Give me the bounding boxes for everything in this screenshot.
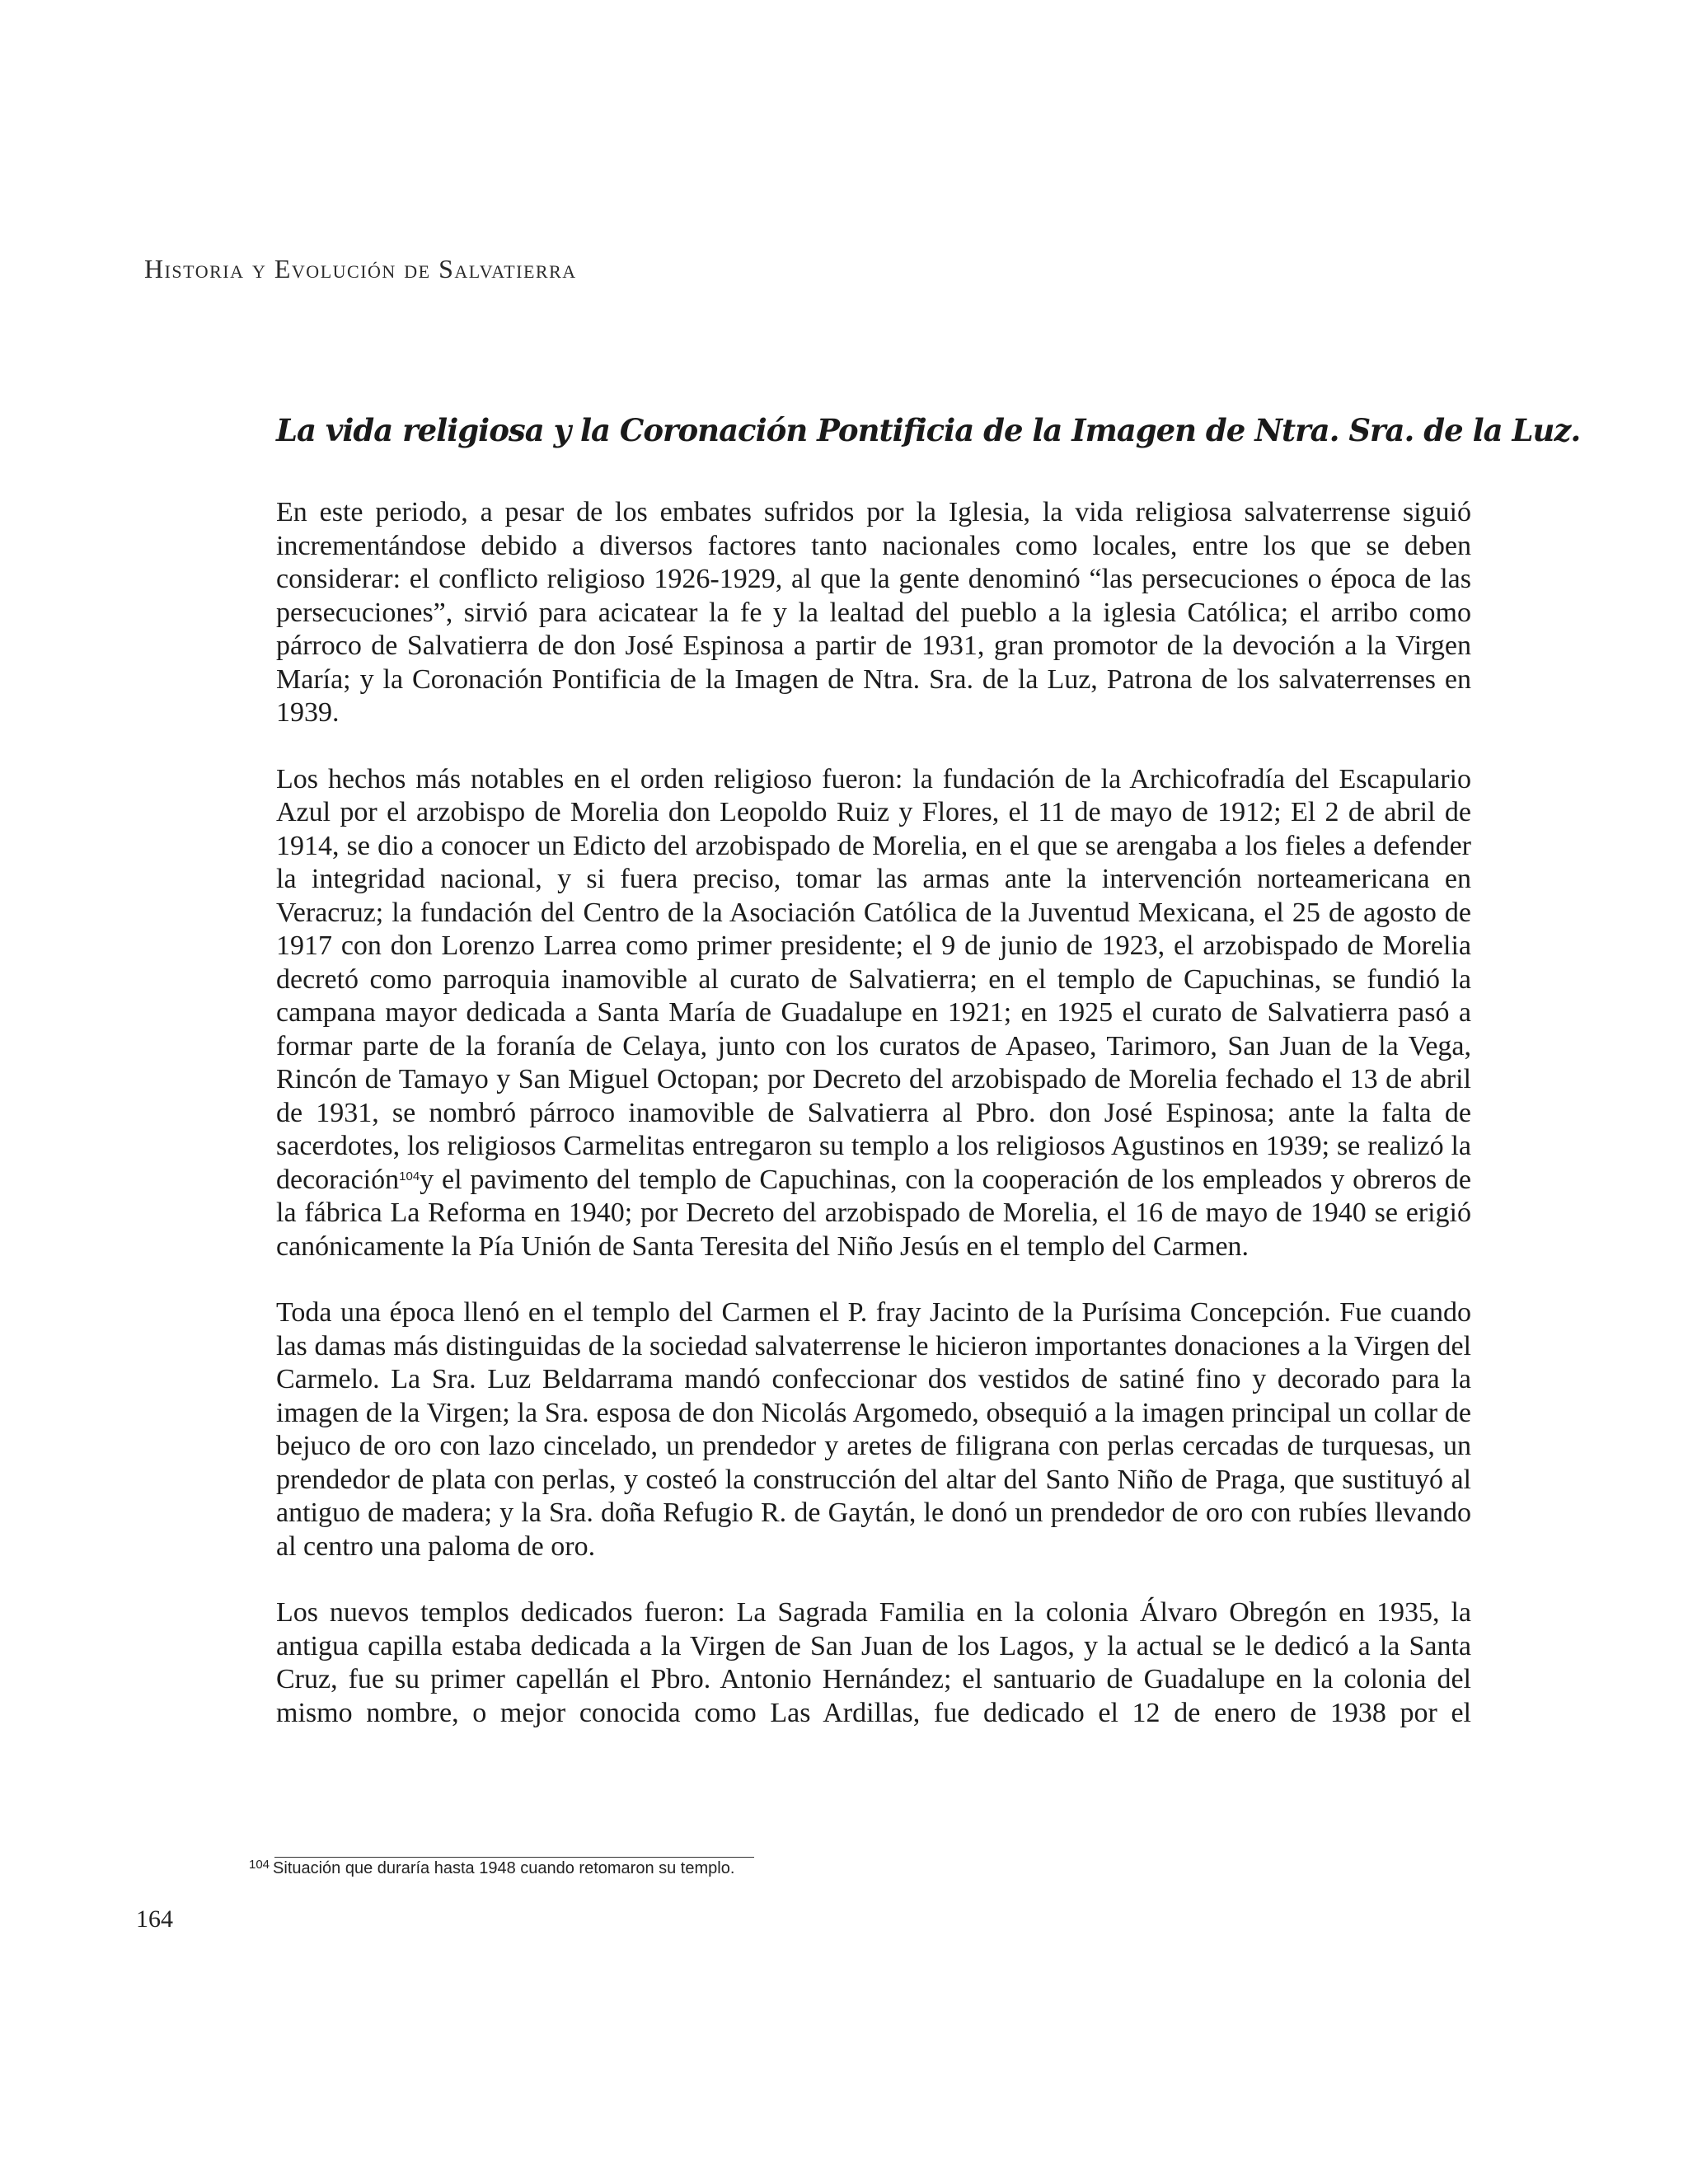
paragraph-4: Los nuevos templos dedicados fueron: La Sagrada Familia en la colonia Álvaro Obregón en 1935, la antigua capilla estaba dedicada a la Virgen de San Juan de los Lagos, y la actual se le dedicó a la Santa Cruz, fue su primer capellán el Pbro. Antonio Hernández; el santuario de Guadalupe en la colonia del mismo nombre, o mejor conocida como Las Ardillas, fue dedicado el 12 de enero de 1938 por el bbox=[276, 1597, 1471, 1728]
running-header: Historia y Evolución de Salvatierra bbox=[144, 254, 577, 284]
section-title: La vida religiosa y la Coronación Pontificia de la Imagen de Ntra. Sra. de la Luz. bbox=[276, 412, 1581, 448]
paragraph-2 bbox=[276, 763, 1471, 1264]
footnote-reference[interactable]: 104 bbox=[399, 1169, 420, 1183]
footnote-text: Situación que duraría hasta 1948 cuando retomaron su templo. bbox=[273, 1859, 735, 1877]
paragraph-2-part-2: y el pavimento del templo de Capuchinas, con la cooperación de los empleados y obreros de la fábrica La Reforma en 1940; por Decreto del arzobispado de Morelia, el 16 de mayo de 1940 se erigió canónicamente la Pía Unión de Santa Teresita del Niño Jesús en el templo del Carmen. bbox=[276, 1164, 1471, 1262]
paragraph-2-part-1: Los hechos más notables en el orden religioso fueron: la fundación de la Archicofradía del Escapulario Azul por el arzobispo de Morelia don Leopoldo Ruiz y Flores, el 11 de mayo de 1912; El 2 de abril de 1914, se dio a conocer un Edicto del arzobispado de Morelia, en el que se arengaba a los fieles a defender la integridad nacional, y si fuera preciso, tomar las armas ante la intervención norteamericana en Veracruz; la fundación del Centro de la Asociación Católica de la Juventud Mexicana, el 25 de agosto de 1917 con don Lorenzo Larrea como primer presidente; el 9 de junio de 1923, el arzobispado de Morelia decretó como parroquia inamovible al curato de Salvatierra; en el templo de Capuchinas, se fundió la campana mayor dedicada a Santa María de Guadalupe en 1921; en 1925 el curato de Salvatierra pasó a formar parte de la foranía de Celaya, junto con los curatos de Apaseo, Tarimoro, San Juan de la Vega, Rincón de Tamayo y San Miguel Octopan; por Decreto del arzobispado de Morelia fechado el 13 de abril de 1931, se nombró párroco inamovible de Salvatierra al Pbro. don José Espinosa; ante la falta de sacerdotes, los religiosos Carmelitas entregaron su templo a los religiosos Agustinos en 1939; se realizó la decoración bbox=[276, 763, 1471, 1195]
paragraph-3: Toda una época llenó en el templo del Carmen el P. fray Jacinto de la Purísima Concepción. Fue cuando las damas más distinguidas de la sociedad salvaterrense le hicieron importantes donaciones a la Virgen del Carmelo. La Sra. Luz Beldarrama mandó confeccionar dos vestidos de satiné fino y decorado para la imagen de la Virgen; la Sra. esposa de don Nicolás Argomedo, obsequió a la imagen principal un collar de bejuco de oro con lazo cincelado, un prendedor y aretes de filigrana con perlas cercadas de turquesas, un prendedor de plata con perlas, y costeó la construcción del altar del Santo Niño de Praga, que sustituyó al antiguo de madera; y la Sra. doña Refugio R. de Gaytán, le donó un prendedor de oro con rubíes llevando al centro una paloma de oro. bbox=[276, 1297, 1471, 1562]
body-text bbox=[276, 496, 1471, 1763]
footnote-divider bbox=[274, 1857, 754, 1858]
page-number: 164 bbox=[136, 1905, 173, 1933]
footnote bbox=[249, 1859, 734, 1878]
footnote-number: 104 bbox=[249, 1858, 270, 1872]
paragraph-1: En este periodo, a pesar de los embates sufridos por la Iglesia, la vida religiosa salvaterrense siguió incrementándose debido a diversos factores tanto nacionales como locales, entre los que se deben considerar: el conflicto religioso 1926-1929, al que la gente denominó “las persecuciones o época de las persecuciones”, sirvió para acicatear la fe y la lealtad del pueblo a la iglesia Católica; el arribo como párroco de Salvatierra de don José Espinosa a partir de 1931, gran promotor de la devoción a la Virgen María; y la Coronación Pontificia de la Imagen de Ntra. Sra. de la Luz, Patrona de los salvaterrenses en 1939. bbox=[276, 497, 1471, 728]
